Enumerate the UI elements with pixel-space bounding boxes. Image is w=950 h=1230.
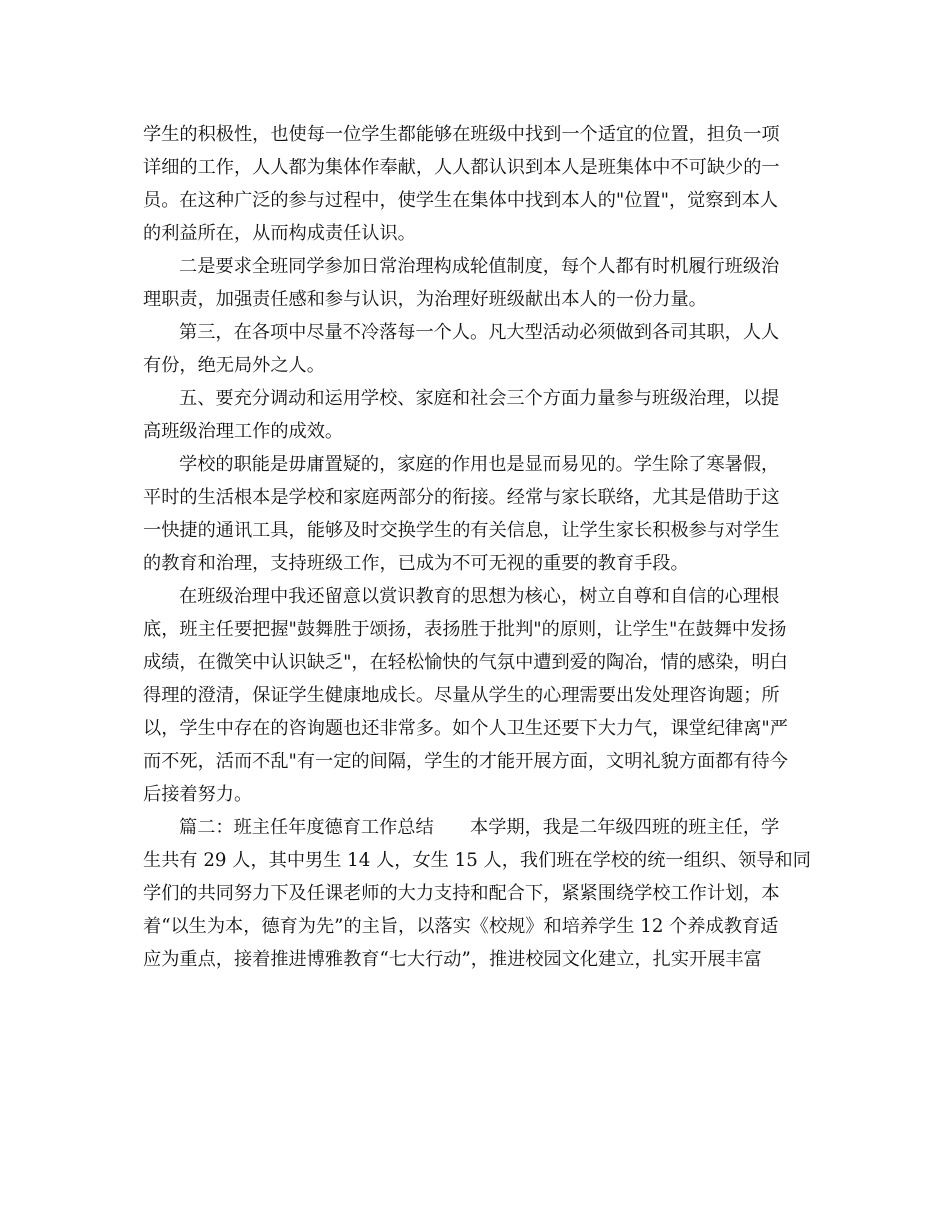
text-line: 应为重点，接着推进博雅教育“七大行动”，推进校园文化建立，扎实开展丰富	[143, 949, 762, 970]
text-line: 篇二：班主任年度德育工作总结 本学期，我是二年级四班的班主任，学	[179, 817, 780, 838]
text-line: 成绩，在微笑中认识缺乏"，在轻松愉快的气氛中遭到爱的陶冶，情的感染，明白	[143, 652, 788, 673]
text-line: 在班级治理中我还留意以赏识教育的思想为核心，树立自尊和自信的心理根	[179, 586, 780, 607]
text-line: 着“以生为本，德育为先”的主旨，以落实《校规》和培养学生 12 个养成教育适	[143, 916, 779, 937]
text-line: 的教育和治理，支持班级工作，已成为不可无视的重要的教育手段。	[143, 553, 689, 574]
text-line: 以，学生中存在的咨询题也还非常多。如个人卫生还要下大力气，课堂纪律离"严	[143, 718, 788, 739]
text-line: 而不死，活而不乱"有一定的间隔，学生的才能开展方面，文明礼貌方面都有待今	[143, 751, 788, 772]
text-line: 后接着努力。	[143, 784, 253, 805]
text-line: 生共有 29 人，其中男生 14 人，女生 15 人，我们班在学校的统一组织、领导和同	[143, 850, 811, 871]
text-line: 平时的生活根本是学校和家庭两部分的衔接。经常与家长联络，尤其是借助于这	[143, 487, 780, 508]
text-line: 五、要充分调动和运用学校、家庭和社会三个方面力量参与班级治理，以提	[179, 388, 780, 409]
text-line: 详细的工作，人人都为集体作奉献，人人都认识到本人是班集体中不可缺少的一	[143, 157, 780, 178]
text-line: 学生的积极性，也使每一位学生都能够在班级中找到一个适宜的位置，担负一项	[143, 124, 780, 145]
text-line: 底，班主任要把握"鼓舞胜于颂扬，表扬胜于批判"的原则，让学生"在鼓舞中发扬	[143, 619, 787, 640]
text-line: 得理的澄清，保证学生健康地成长。尽量从学生的心理需要出发处理咨询题；所	[143, 685, 780, 706]
text-line: 二是要求全班同学参加日常治理构成轮值制度，每个人都有时机履行班级治	[179, 256, 780, 277]
text-line: 的利益所在，从而构成责任认识。	[143, 223, 416, 244]
text-line: 理职责，加强责任感和参与认识，为治理好班级献出本人的一份力量。	[143, 289, 707, 310]
text-line: 第三，在各项中尽量不冷落每一个人。凡大型活动必须做到各司其职，人人	[179, 322, 780, 343]
text-line: 高班级治理工作的成效。	[143, 421, 344, 442]
text-line: 有份，绝无局外之人。	[143, 355, 325, 376]
text-line: 学校的职能是毋庸置疑的，家庭的作用也是显而易见的。学生除了寒暑假，	[179, 454, 780, 475]
document-body	[143, 118, 811, 976]
text-line: 员。在这种广泛的参与过程中，使学生在集体中找到本人的"位置"，觉察到本人	[143, 190, 779, 211]
text-line: 一快捷的通讯工具，能够及时交换学生的有关信息，让学生家长积极参与对学生	[143, 520, 780, 541]
text-line: 学们的共同努力下及任课老师的大力支持和配合下，紧紧围绕学校工作计划，本	[143, 883, 780, 904]
